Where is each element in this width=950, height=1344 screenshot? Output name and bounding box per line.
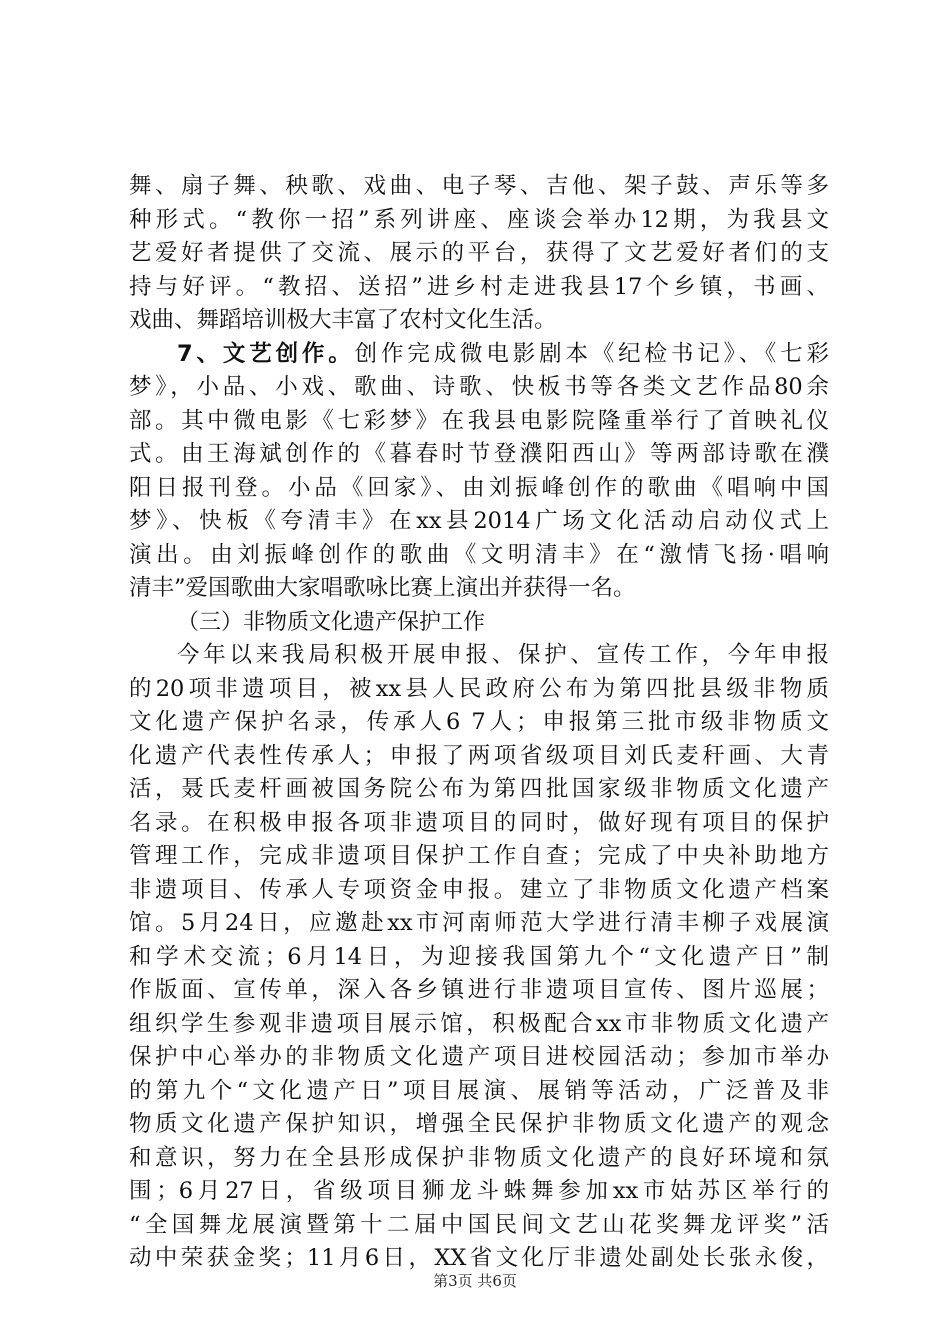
text-line: 种形式。“教你一招”系列讲座、座谈会举办12期，为我县文 [129, 206, 829, 233]
text-line: 保护中心举办的非物质文化遗产项目进校园活动；参加市举办 [129, 1044, 829, 1070]
section-heading: （三）非物质文化遗产保护工作 [177, 609, 486, 635]
text-line: 梦》、快板《夸清丰》在xx县2014广场文化活动启动仪式上 [129, 508, 829, 534]
text-line: 梦》，小品、小戏、歌曲、诗歌、快板书等各类文艺作品80余 [129, 374, 829, 400]
text-run: 创作完成微电影剧本《纪检书记》、《七彩 [354, 340, 829, 367]
text-line: 名录。在积极申报各项非遗项目的同时，做好现有项目的保护 [129, 809, 829, 836]
paragraph-heritage [129, 639, 829, 1276]
page-footer: 第3页 共6页 [433, 1272, 517, 1290]
subsection-title: 7、文艺创作。 [177, 340, 355, 367]
text-line: 艺爱好者提供了交流、展示的平台，获得了文艺爱好者们的支 [129, 240, 829, 266]
text-line: 的第九个“文化遗产日”项目展演、展销等活动，广泛普及非 [129, 1077, 829, 1104]
text-line: 化遗产代表性传承人；申报了两项省级项目刘氏麦秆画、大青 [129, 742, 829, 769]
text-line: 管理工作，完成非遗项目保护工作自查；完成了中央补助地方 [129, 843, 829, 869]
text-line: 作版面、宣传单，深入各乡镇进行非遗项目宣传、图片巡展； [129, 977, 829, 1003]
text-line: 舞、扇子舞、秧歌、戏曲、电子琴、吉他、架子鼓、声乐等多 [129, 173, 829, 199]
text-line: 非遗项目、传承人专项资金申报。建立了非物质文化遗产档案 [129, 876, 829, 903]
text-line: 部。其中微电影《七彩梦》在我县电影院隆重举行了首映礼仪 [129, 407, 829, 434]
paragraph-creation [129, 338, 829, 606]
text-line [129, 338, 829, 372]
text-line: 演出。由刘振峰创作的歌曲《文明清丰》在“激情飞扬·唱响 [129, 541, 829, 568]
text-line: “全国舞龙展演暨第十二届中国民间文艺山花奖舞龙评奖”活 [129, 1211, 829, 1238]
body-text [129, 170, 829, 1276]
text-line: 和学术交流；6月14日，为迎接我国第九个“文化遗产日”制 [129, 943, 829, 970]
text-line: 文化遗产保护名录，传承人6 7人；申报第三批市级非物质文 [129, 709, 829, 735]
text-line: 物质文化遗产保护知识，增强全民保护非物质文化遗产的观念 [129, 1111, 829, 1137]
paragraph-training [129, 170, 829, 338]
text-line: 清丰”爱国歌曲大家唱歌咏比赛上演出并获得一名。 [129, 575, 636, 601]
text-line: 馆。5月24日，应邀赴xx市河南师范大学进行清丰柳子戏展演 [129, 910, 829, 936]
text-line: 戏曲、舞蹈培训极大丰富了农村文化生活。 [129, 307, 557, 333]
text-line: 式。由王海斌创作的《暮春时节登濮阳西山》等两部诗歌在濮 [129, 441, 829, 467]
text-line: 今年以来我局积极开展申报、保护、宣传工作，今年申报 [177, 642, 829, 668]
text-line: 组织学生参观非遗项目展示馆，积极配合xx市非物质文化遗产 [129, 1010, 829, 1037]
text-line: 动中荣获金奖；11月6日，XX省文化厅非遗处副处长张永俊， [129, 1245, 829, 1271]
text-line: 围；6月27日，省级项目狮龙斗蛛舞参加xx市姑苏区举行的 [129, 1178, 829, 1204]
text-line: 和意识，努力在全县形成保护非物质文化遗产的良好环境和氛 [129, 1144, 829, 1171]
text-line: 的20项非遗项目，被xx县人民政府公布为第四批县级非物质 [129, 675, 829, 702]
text-line: 阳日报刊登。小品《回家》、由刘振峰创作的歌曲《唱响中国 [129, 474, 829, 501]
text-line: 活，聂氏麦杆画被国务院公布为第四批国家级非物质文化遗产 [129, 776, 829, 802]
text-line: 持与好评。“教招、送招”进乡村走进我县17个乡镇，书画、 [129, 273, 829, 300]
